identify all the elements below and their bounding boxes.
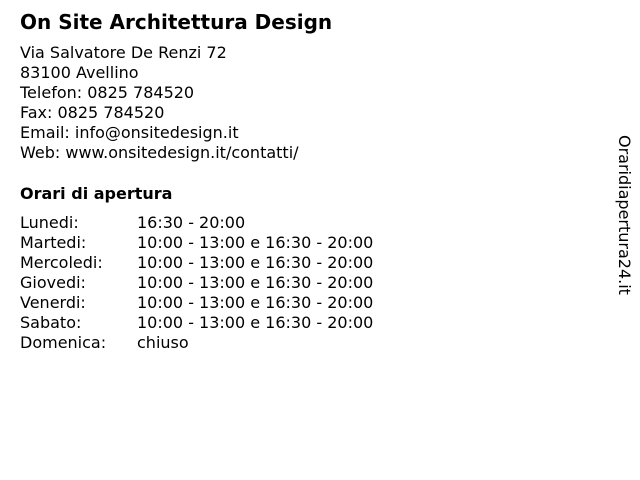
hours-row-wednesday	[20, 253, 373, 273]
hours-row-monday	[20, 213, 373, 233]
hours-row-thursday	[20, 273, 373, 293]
hours-heading: Orari di apertura	[20, 184, 173, 203]
fax: Fax: 0825 784520	[20, 103, 165, 122]
city: 83100 Avellino	[20, 63, 139, 82]
hours-table	[20, 213, 373, 353]
day-hours: 10:00 - 13:00 e 16:30 - 20:00	[137, 293, 374, 312]
day-hours: 10:00 - 13:00 e 16:30 - 20:00	[137, 273, 374, 292]
day-label: Martedi:	[20, 233, 87, 252]
street-address: Via Salvatore De Renzi 72	[20, 43, 227, 62]
day-hours: chiuso	[137, 333, 189, 352]
phone: Telefon: 0825 784520	[20, 83, 195, 102]
website: Web: www.onsitedesign.it/contatti/	[20, 143, 299, 162]
day-hours: 10:00 - 13:00 e 16:30 - 20:00	[137, 253, 374, 272]
email: Email: info@onsitedesign.it	[20, 123, 239, 142]
hours-row-saturday	[20, 313, 373, 333]
day-label: Sabato:	[20, 313, 82, 332]
day-hours: 10:00 - 13:00 e 16:30 - 20:00	[137, 233, 374, 252]
business-name: On Site Architettura Design	[20, 10, 333, 34]
day-label: Venerdi:	[20, 293, 86, 312]
hours-row-sunday	[20, 333, 373, 353]
hours-row-tuesday	[20, 233, 373, 253]
day-label: Giovedi:	[20, 273, 86, 292]
day-hours: 10:00 - 13:00 e 16:30 - 20:00	[137, 313, 374, 332]
hours-row-friday	[20, 293, 373, 313]
day-label: Domenica:	[20, 333, 107, 352]
day-label: Lunedi:	[20, 213, 79, 232]
site-watermark: Oraridiapertura24.it	[615, 135, 634, 295]
day-label: Mercoledi:	[20, 253, 103, 272]
contact-info	[20, 43, 299, 163]
day-hours: 16:30 - 20:00	[137, 213, 246, 232]
